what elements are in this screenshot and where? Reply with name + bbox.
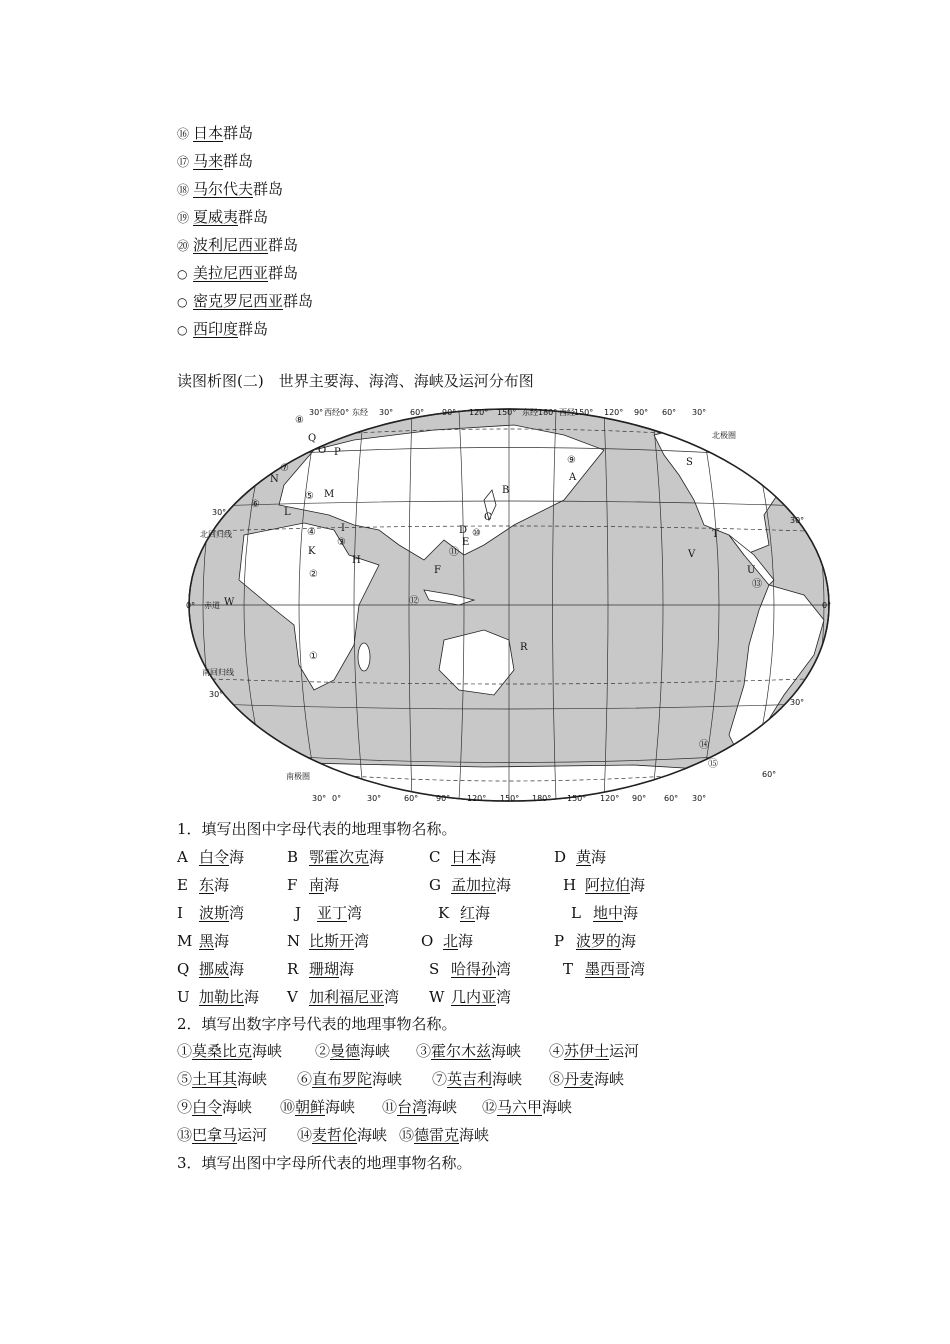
lat30s-label: 30° <box>209 690 224 699</box>
map-number: ② <box>309 569 318 580</box>
world-map <box>184 405 834 805</box>
bottom-label: 0° <box>332 794 342 803</box>
top-label: 30° <box>309 408 324 417</box>
map-letter: L <box>284 507 291 518</box>
bottom-label: 30° <box>692 794 707 803</box>
island-item: ○ 美拉尼西亚群岛 <box>177 264 299 282</box>
map-caption: 读图析图(二) 世界主要海、海湾、海峡及运河分布图 <box>177 372 534 390</box>
map-number: ⑬ <box>752 579 762 590</box>
top-label: 30° <box>692 408 707 417</box>
world-map-svg <box>184 405 834 805</box>
map-letter: K <box>308 546 316 557</box>
top-label: 150° <box>497 408 517 417</box>
map-letter: N <box>270 474 279 485</box>
map-number: ⑩ <box>472 528 481 539</box>
map-letter: B <box>502 485 510 496</box>
bottom-label: 120° <box>600 794 620 803</box>
lat30n-label: 30° <box>212 508 227 517</box>
island-item: ⑲ 夏威夷群岛 <box>177 208 269 226</box>
map-letter: V <box>688 549 696 560</box>
top-label: 60° <box>662 408 677 417</box>
map-number: ⑫ <box>409 596 419 607</box>
top-label: 东经 <box>352 408 368 417</box>
top-label: 90° <box>442 408 457 417</box>
island-item: ○ 密克罗尼西亚群岛 <box>177 292 314 310</box>
map-letter: F <box>434 565 441 576</box>
map-number: ③ <box>337 537 346 548</box>
map-letter: P <box>334 447 341 458</box>
map-letter: W <box>224 597 235 608</box>
bottom-label: 150° <box>500 794 520 803</box>
top-label: 30° <box>379 408 394 417</box>
map-letter: R <box>520 642 528 653</box>
top-label: 60° <box>410 408 425 417</box>
bottom-label: 150° <box>567 794 587 803</box>
map-letter: I <box>341 523 345 534</box>
landmass-madagascar <box>358 643 370 671</box>
q1-title: 1．填写出图中字母代表的地理事物名称。 <box>177 820 457 838</box>
bottom-label: 90° <box>436 794 451 803</box>
map-number: ⑨ <box>567 455 576 466</box>
map-number: ⑤ <box>305 491 314 502</box>
island-item: ○ 西印度群岛 <box>177 320 269 338</box>
map-letter: T <box>712 529 719 540</box>
tropic-south-label: 南回归线 <box>202 668 234 677</box>
bottom-label: 60° <box>664 794 679 803</box>
q3-title: 3．填写出图中字母所代表的地理事物名称。 <box>177 1154 472 1172</box>
map-letter: M <box>324 489 335 500</box>
map-number: ⑭ <box>699 740 709 751</box>
map-letter: Q <box>308 433 317 444</box>
arctic-circle-label: 北极圈 <box>712 431 736 440</box>
antarctic-circle-label: 南极圈 <box>286 772 310 781</box>
map-number: ⑮ <box>708 759 718 770</box>
map-letter: O <box>318 445 327 456</box>
map-letter: H <box>352 555 361 566</box>
document-page: ⑯ 日本群岛 ⑰ 马来群岛 ⑱ 马尔代夫群岛 ⑲ 夏威夷群岛 ⑳ 波利尼西亚群岛 ○ 美拉尼西亚群岛 ○ 密克罗尼西亚群岛 ○ 西印度群岛 读图析图(二) 世界主要海、海湾、海峡及运河分布图 30° 西经0° 东经 30° 60° 90° 120° 150° 东经180° 西经 150° 120° 90° 60° 30° 30° 0° 30° 60° 90° 120° 150° 180° 150° 120° 90° 60° 30° 北极圈 北回归线 赤道 南回归线 南极圈 30° 30° 30° 30° 0° 0° 60° A B C D E F H I K L M N O P Q R S T U V W ① ② ③ ④ ⑤ ⑥ ⑦ ⑧ ⑨ ⑩ ⑪ ⑫ ⑬ ⑭ ⑮ 1．填写出图中字母代表的地理事物名称。 A 白令海 B 鄂霍次克海 C 日本海 D 黄海 E 东海 F 南海 G 孟加拉海 H 阿拉伯海 I 波斯湾 J 亚丁湾 K 红海 L 地中海 M 黑海 N 比斯开湾 O 北海 P 波罗的海 Q 挪威海 R 珊瑚海 S 哈得孙湾 T 墨西哥湾 U 加勒比海 V 加利福尼亚湾 W 几内亚湾 2．填写出数字序号代表的地理事物名称。 ①莫桑比克海峡 ②曼德海峡 ③霍尔木兹海峡 ④苏伊士运河 ⑤土耳其海峡 ⑥直布罗陀海峡 ⑦英吉利海峡 ⑧丹麦海峡 ⑨白令海峡 ⑩朝鲜海峡 ⑪台湾海峡 ⑫马六甲海峡 ⑬巴拿马运河 ⑭麦哲伦海峡 ⑮德雷克海峡 3．填写出图中字母所代表的地理事物名称。 <box>0 0 950 1344</box>
map-letter: C <box>484 512 492 523</box>
map-letter: U <box>747 565 756 576</box>
bottom-label: 90° <box>632 794 647 803</box>
lat60s-label: 60° <box>762 770 777 779</box>
top-label: 90° <box>634 408 649 417</box>
bottom-label: 180° <box>532 794 552 803</box>
equator-label: 赤道 <box>204 601 220 610</box>
top-label: 西经0° <box>324 408 350 417</box>
tropic-north-label: 北回归线 <box>200 530 232 539</box>
map-letter: D <box>459 525 468 536</box>
q2-title: 2．填写出数字序号代表的地理事物名称。 <box>177 1015 457 1033</box>
map-number: ⑥ <box>251 499 260 510</box>
map-letter: E <box>462 537 470 548</box>
map-letter: A <box>569 472 577 483</box>
lat30n-label-right: 30° <box>790 516 805 525</box>
top-label: 150° <box>574 408 594 417</box>
lat0-label: 0° <box>186 601 196 610</box>
island-item: ⑰ 马来群岛 <box>177 152 254 170</box>
top-label: 西经 <box>559 408 575 417</box>
top-label: 120° <box>469 408 489 417</box>
map-number: ⑪ <box>449 547 459 558</box>
island-item: ⑱ 马尔代夫群岛 <box>177 180 284 198</box>
island-item: ⑳ 波利尼西亚群岛 <box>177 236 299 254</box>
lat30s-label-right: 30° <box>790 698 805 707</box>
lat0-label-right: 0° <box>822 601 832 610</box>
map-number: ④ <box>307 527 316 538</box>
bottom-label: 30° <box>312 794 327 803</box>
map-number: ⑦ <box>280 463 289 474</box>
top-label: 东经180° <box>522 408 558 417</box>
bottom-label: 120° <box>467 794 487 803</box>
map-letter: S <box>686 457 693 468</box>
map-number: ① <box>309 651 318 662</box>
map-number: ⑧ <box>295 415 304 426</box>
top-label: 120° <box>604 408 624 417</box>
island-item: ⑯ 日本群岛 <box>177 124 254 142</box>
bottom-label: 30° <box>367 794 382 803</box>
bottom-label: 60° <box>404 794 419 803</box>
